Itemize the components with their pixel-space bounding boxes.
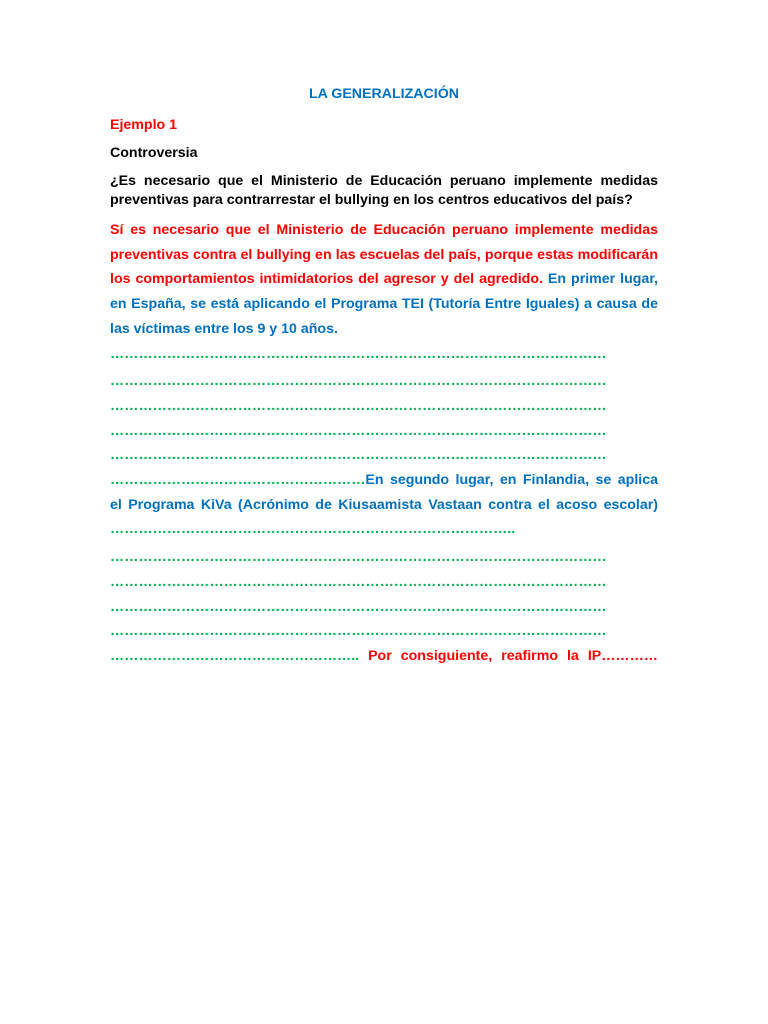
example-label: Ejemplo 1 xyxy=(110,117,178,133)
fill-line-4: …………………………………………………………………………………………… xyxy=(110,422,607,439)
section-label: Controversia xyxy=(110,145,198,161)
thesis-text: Sí es necesario que el Ministerio de Educación peruano implemente medidas preventivas contra el bullying en las escuelas del país, porque estas modificarán los comportamientos intimidatorios del agresor y del agredido. xyxy=(110,222,658,288)
fill-line-6: ……………………………………………… xyxy=(110,472,366,489)
argument-1-text: En primer lugar, en España, se está aplicando el Programa TEI (Tutoría Entre Iguales) a causa de las víctimas entre los 9 y 10 años. xyxy=(110,271,658,337)
argument-2-text: En segundo lugar, en Finlandia, se aplica el Programa KiVa (Acrónimo de Kiusaamista Vastaan contra el acoso escolar) xyxy=(110,472,658,513)
document-content xyxy=(110,86,658,669)
fill-line-12: …………………………………………….. xyxy=(110,647,360,664)
fill-line-2: …………………………………………………………………………………………… xyxy=(110,373,607,390)
page-title: LA GENERALIZACIÓN xyxy=(308,86,459,102)
conclusion-paragraph xyxy=(110,644,658,669)
conclusion-text: Por consiguiente, reafirmo la IP………… xyxy=(368,647,658,664)
controversy-question: ¿Es necesario que el Ministerio de Educación peruano implemente medidas preventivas para contrarrestar el bullying en los centros educativos del país? xyxy=(110,173,658,208)
fill-line-1: …………………………………………………………………………………………… xyxy=(110,345,607,362)
fill-line-7: ………………………………………………………………………….. xyxy=(110,521,516,538)
essay-body xyxy=(110,218,658,669)
fill-line-8: …………………………………………………………………………………………… xyxy=(110,549,607,566)
fill-line-5: …………………………………………………………………………………………… xyxy=(110,447,607,464)
fill-line-9: …………………………………………………………………………………………… xyxy=(110,573,607,590)
fill-line-3: …………………………………………………………………………………………… xyxy=(110,397,607,414)
fill-line-10: …………………………………………………………………………………………… xyxy=(110,598,607,615)
argument-2-paragraph xyxy=(110,468,658,517)
fill-line-11: …………………………………………………………………………………………… xyxy=(110,623,607,640)
